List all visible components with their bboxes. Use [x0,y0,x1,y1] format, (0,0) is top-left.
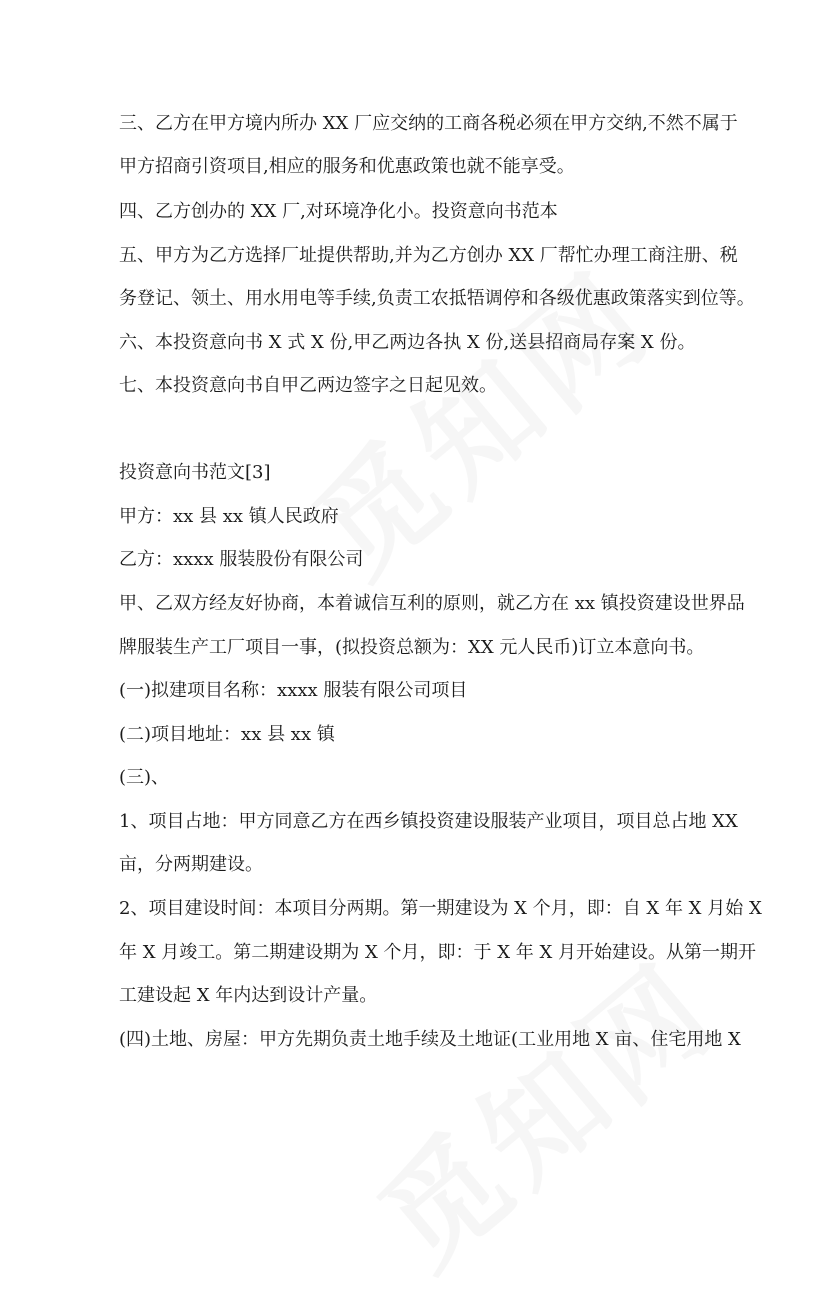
paragraph-line: 工建设起 X 年内达到设计产量。 [119,985,378,1006]
paragraph-line: 甲方招商引资项目,相应的服务和优惠政策也就不能享受。 [119,156,575,177]
paragraph-line: 务登记、领土、用水用电等手续,负责工农抵牾调停和各级优惠政策落实到位等。 [119,288,755,309]
party-b-line: 乙方：xxxx 服装股份有限公司 [119,549,364,570]
paragraph-line: 亩，分两期建设。 [119,854,263,875]
paragraph-line: 四、乙方创办的 XX 厂,对环境净化小。投资意向书范本 [119,201,558,222]
paragraph-line: (三)、 [119,767,170,788]
section-title: 投资意向书范文[3] [119,462,271,483]
paragraph-line: 五、甲方为乙方选择厂址提供帮助,并为乙方创办 XX 厂帮忙办理工商注册、税 [119,245,738,266]
paragraph-line: 2、项目建设时间：本项目分两期。第一期建设为 X 个月，即：自 X 年 X 月始 X [119,898,762,919]
paragraph-line: 三、乙方在甲方境内所办 XX 厂应交纳的工商各税必须在甲方交纳,不然不属于 [119,113,738,134]
paragraph-line: 牌服装生产工厂项目一事，(拟投资总额为：XX 元人民币)订立本意向书。 [119,637,705,658]
watermark [273,271,647,630]
paragraph-line: (一)拟建项目名称：xxxx 服装有限公司项目 [119,680,468,701]
paragraph-line: 甲、乙双方经友好协商，本着诚信互利的原则，就乙方在 xx 镇投资建设世界品 [119,593,745,614]
party-a-line: 甲方：xx 县 xx 镇人民政府 [119,506,339,527]
paragraph-line: 六、本投资意向书 X 式 X 份,甲乙两边各执 X 份,送县招商局存案 X 份。 [119,332,696,353]
paragraph-line: (四)土地、房屋：甲方先期负责土地手续及土地证(工业用地 X 亩、住宅用地 X [119,1029,741,1050]
paragraph-line: 1、项目占地：甲方同意乙方在西乡镇投资建设服装产业项目，项目总占地 XX [119,811,738,832]
paragraph-line: 年 X 月竣工。第二期建设期为 X 个月，即：于 X 年 X 月开始建设。从第一期开 [119,942,757,963]
paragraph-line: 七、本投资意向书自甲乙两边签字之日起见效。 [119,375,497,396]
paragraph-line: (二)项目地址：xx 县 xx 镇 [119,724,335,745]
